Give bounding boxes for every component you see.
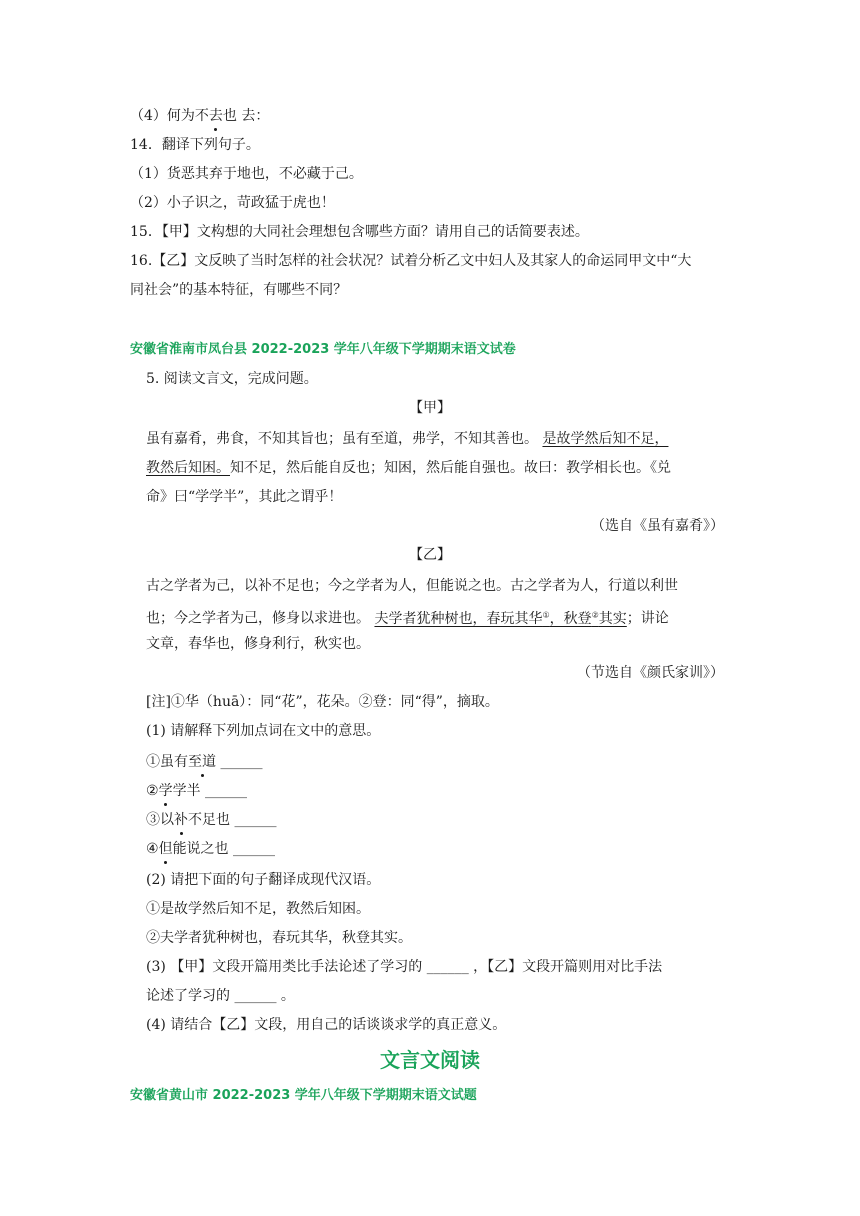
exam-source-1: 安徽省淮南市凤台县 2022-2023 学年八年级下学期期末语文试卷 xyxy=(130,342,516,357)
passage-yi-line3: 文章，春华也，修身利行，秋实也。 xyxy=(146,636,370,652)
question-14: 14．翻译下列句子。 xyxy=(130,137,260,153)
passage-jia-label: 【甲】 xyxy=(409,400,451,416)
sub-question-2: (2) 请把下面的句子翻译成现代汉语。 xyxy=(146,872,381,888)
passage-yi-line2: 也；今之学者为己，修身以求进也。 夫学者犹种树也，春玩其华①，秋登②其实；讲论 xyxy=(146,610,669,627)
question-13-4: （4）何为不去也 去： xyxy=(130,108,270,124)
annotation-note: [注]①华（huā）：同“花”，花朵。②登：同“得”，摘取。 xyxy=(146,694,499,710)
sub-question-4: (4) 请结合【乙】文段，用自己的话谈谈求学的真正意义。 xyxy=(146,1017,507,1033)
sub-question-1-b: ②学学半 ______ xyxy=(146,783,248,799)
question-14-1: （1）货恶其弃于地也，不必藏于己。 xyxy=(130,166,363,182)
passage-jia-line1: 虽有嘉肴，弗食，不知其旨也；虽有至道，弗学，不知其善也。 是故学然后知不足， xyxy=(146,431,669,447)
emphasis-dot-word: 至道 xyxy=(188,754,216,770)
question-14-2: （2）小子识之，苛政猛于虎也！ xyxy=(130,195,335,211)
passage-jia-line3: 命》曰“学学半”，其此之谓乎！ xyxy=(146,489,343,505)
section-title: 文言文阅读 xyxy=(380,1048,480,1072)
passage-yi-source: （节选自《颜氏家训》） xyxy=(577,665,724,681)
sub-question-1-c: ③以补不足也 ______ xyxy=(146,812,277,828)
question-16-line1: 16.【乙】文反映了当时怎样的社会状况？试着分析乙文中妇人及其家人的命运同甲文中“大 xyxy=(130,253,692,269)
passage-yi-label: 【乙】 xyxy=(409,547,451,563)
passage-jia-line2: 教然后知困。知不足，然后能自反也；知困，然后能自强也。故曰：教学相长也。《兑 xyxy=(146,460,671,476)
sub-question-1-d: ④但能说之也 ______ xyxy=(146,841,276,857)
emphasis-dot-word: 去 xyxy=(208,108,223,124)
sub-question-3-line1: (3) 【甲】文段开篇用类比手法论述了学习的 ______ ，【乙】文段开篇则用对比手法 xyxy=(146,959,663,975)
emphasis-dot-word: 但 xyxy=(158,841,173,857)
underlined-sentence: 夫学者犹种树也，春玩其华①，秋登②其实 xyxy=(374,610,627,627)
question-15: 15．【甲】文构想的大同社会理想包含哪些方面？请用自己的话简要表述。 xyxy=(130,224,589,240)
sub-question-2-a: ①是故学然后知不足，教然后知困。 xyxy=(146,901,370,917)
emphasis-dot-word: 补 xyxy=(174,812,188,828)
passage-jia-source: （选自《虽有嘉肴》） xyxy=(591,518,724,534)
sub-question-1: (1) 请解释下列加点词在文中的意思。 xyxy=(146,723,381,739)
emphasis-dot-word: 学 xyxy=(158,783,173,799)
sub-question-2-b: ②夫学者犹种树也，春玩其华，秋登其实。 xyxy=(146,930,412,946)
sub-question-3-line2: 论述了学习的 ______ 。 xyxy=(146,988,295,1004)
exam-source-2: 安徽省黄山市 2022-2023 学年八年级下学期期末语文试题 xyxy=(130,1088,477,1103)
underlined-sentence: 教然后知困。 xyxy=(146,460,230,476)
sub-question-1-a: ①虽有至道 ______ xyxy=(146,754,263,770)
question-16-line2: 同社会”的基本特征，有哪些不同？ xyxy=(130,282,348,298)
question-5-intro: 5. 阅读文言文，完成问题。 xyxy=(146,371,318,387)
passage-yi-line1: 古之学者为己，以补不足也；今之学者为人，但能说之也。古之学者为人，行道以利世 xyxy=(146,578,678,594)
underlined-sentence: 是故学然后知不足， xyxy=(542,431,669,447)
